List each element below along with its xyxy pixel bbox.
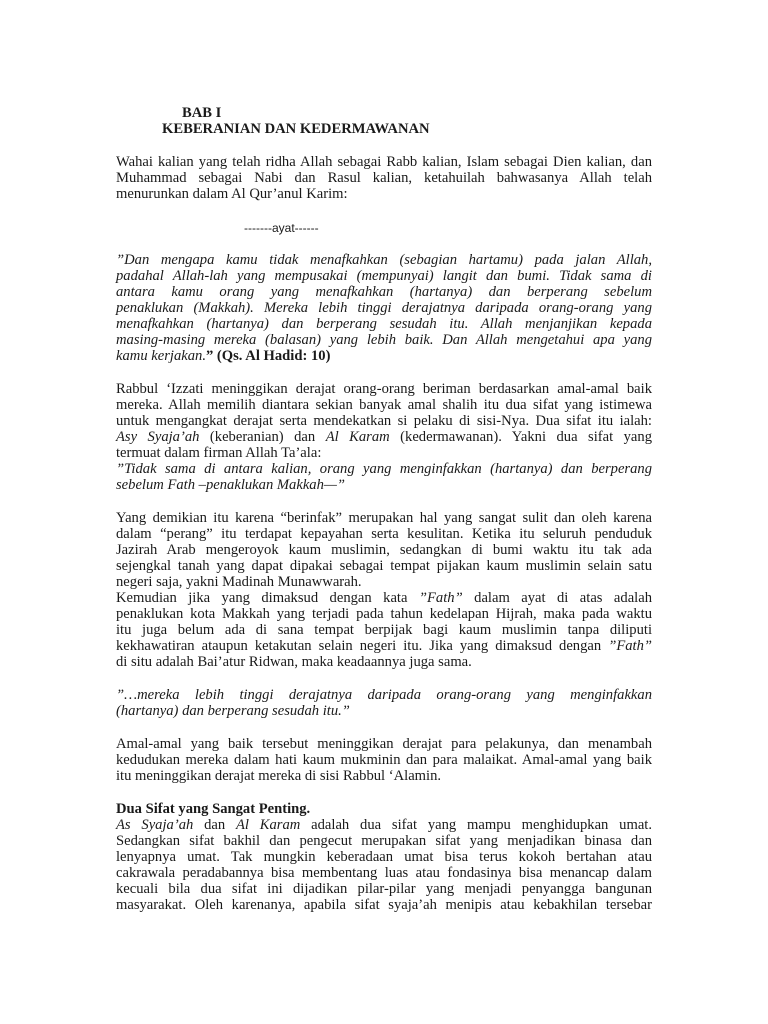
quote-line: padahal Allah-lah yang mempusakai (mempunyai) langit dan bumi. Tidak sama di xyxy=(116,268,652,284)
paragraph-line: Jazirah Arab mengeroyok kaum muslimin, sedangkan di bumi waktu itu tak ada xyxy=(116,542,652,558)
ayat-marker: -------ayat------ xyxy=(244,221,319,235)
paragraph-line: di situ adalah Bai’atur Ridwan, maka keadaannya juga sama. xyxy=(116,654,472,670)
term: Asy Syaja’ah xyxy=(116,429,200,445)
document-page xyxy=(116,105,652,913)
paragraph-line: penaklukan kota Makkah yang terjadi pada tahun kedelapan Hijrah, maka pada waktu xyxy=(116,606,652,622)
paragraph-line: kedudukan mereka dalam hati kaum mukminin dan para malaikat. Amal-amal yang baik xyxy=(116,752,652,768)
paragraph-line: lenyapnya umat. Tak mungkin keberadaan umat bisa terus kokoh bertahan atau xyxy=(116,849,652,865)
intro-line: Wahai kalian yang telah ridha Allah sebagai Rabb kalian, Islam sebagai Dien kalian, dan xyxy=(116,154,652,170)
paragraph-line: itu meninggikan derajat mereka di sisi Rabbul ‘Alamin. xyxy=(116,768,442,784)
quote-line: antara kamu orang yang menafkahkan (hartanya) dan berperang sebelum xyxy=(116,284,652,300)
quote-line: ”…mereka lebih tinggi derajatnya daripada orang-orang yang menginfakkan xyxy=(116,687,652,703)
paragraph-line: Sedangkan sifat bakhil dan pengecut merupakan sifat yang menjadikan binasa dan xyxy=(116,833,652,849)
term: ”Fath” xyxy=(608,638,652,654)
paragraph-line xyxy=(116,638,652,654)
paragraph-line: dalam “perang” itu terdapat kepayahan serta kesulitan. Ketika itu seluruh penduduk xyxy=(116,526,652,542)
paragraph-line: itu juga belum ada di sana tempat berpijak bagi kaum muslimin tanpa diliputi xyxy=(116,622,652,638)
quote-line: menafkahkan (hartanya) dan berperang sesudah itu. Allah menjanjikan kepada xyxy=(116,316,652,332)
quote-line: masing-masing mereka (balasan) yang lebih baik. Dan Allah mengetahui apa yang xyxy=(116,332,652,348)
term: Al Karam xyxy=(325,429,390,445)
paragraph-line: cakrawala peradabannya bisa membentang luas atau fondasinya bisa menancap dalam xyxy=(116,865,652,881)
quote-line: ”Dan mengapa kamu tidak menafkahkan (sebagian hartamu) pada jalan Allah, xyxy=(116,252,652,268)
term: ”Fath” xyxy=(418,590,463,606)
paragraph-text: dalam ayat di atas adalah xyxy=(462,590,653,606)
paragraph-text: Kemudian jika yang dimaksud dengan kata xyxy=(116,590,419,606)
paragraph-line xyxy=(116,429,652,445)
paragraph-text: dan xyxy=(193,817,236,833)
paragraph-text: (kedermawanan). Yakni dua sifat yang xyxy=(389,429,652,445)
quote-text: kamu kerjakan. xyxy=(116,348,206,364)
quote-reference: ” (Qs. Al Hadid: 10) xyxy=(205,348,331,364)
quote-line: (hartanya) dan berperang sesudah itu.” xyxy=(116,703,350,719)
term: As Syaja’ah xyxy=(116,817,194,833)
paragraph-line: Amal-amal yang baik tersebut meninggikan derajat para pelakunya, dan menambah xyxy=(116,736,652,752)
quote-line: ”Tidak sama di antara kalian, orang yang menginfakkan (hartanya) dan berperang xyxy=(116,461,652,477)
paragraph-line: Rabbul ‘Izzati meninggikan derajat orang-orang beriman berdasarkan amal-amal baik xyxy=(116,381,652,397)
chapter-subtitle: KEBERANIAN DAN KEDERMAWANAN xyxy=(162,121,430,137)
paragraph-text: (keberanian) dan xyxy=(199,429,326,445)
paragraph-line: masyarakat. Oleh karenanya, apabila sifat syaja’ah menipis atau kebakhilan tersebar xyxy=(116,897,652,913)
paragraph-line: Yang demikian itu karena “berinfak” merupakan hal yang sangat sulit dan oleh karena xyxy=(116,510,652,526)
paragraph-line: kecuali bila dua sifat ini dijadikan pilar-pilar yang menjadi penyangga bangunan xyxy=(116,881,652,897)
paragraph-line xyxy=(116,590,652,606)
paragraph-text: kekhawatiran ataupun ketakutan selain negeri itu. Jika yang dimaksud dengan xyxy=(116,638,609,654)
paragraph-line: termuat dalam firman Allah Ta’ala: xyxy=(116,445,322,461)
paragraph-line xyxy=(116,817,652,833)
paragraph-line: untuk mengangkat derajat serta mendekatkan si pelaku di sisi-Nya. Dua sifat itu ialah: xyxy=(116,413,652,429)
paragraph-text: adalah dua sifat yang mampu menghidupkan umat. xyxy=(300,817,652,833)
intro-line: Muhammad sebagai Nabi dan Rasul kalian, ketahuilah bahwasanya Allah telah xyxy=(116,170,652,186)
quote-line xyxy=(116,348,652,364)
term: Al Karam xyxy=(236,817,301,833)
section-heading: Dua Sifat yang Sangat Penting. xyxy=(116,801,311,817)
paragraph-line: sejengkal tanah yang dapat dipakai sebagai tempat pijakan kaum muslimin selain satu xyxy=(116,558,652,574)
intro-line: menurunkan dalam Al Qur’anul Karim: xyxy=(116,186,348,202)
quote-line: penaklukan (Makkah). Mereka lebih tinggi derajatnya daripada orang-orang yang xyxy=(116,300,652,316)
paragraph-line: mereka. Allah memilih diantara sekian banyak amal shalih itu dua sifat yang istimewa xyxy=(116,397,652,413)
paragraph-line: negeri saja, yakni Madinah Munawwarah. xyxy=(116,574,362,590)
chapter-title: BAB I xyxy=(182,105,222,121)
quote-line: sebelum Fath –penaklukan Makkah—” xyxy=(116,477,345,493)
